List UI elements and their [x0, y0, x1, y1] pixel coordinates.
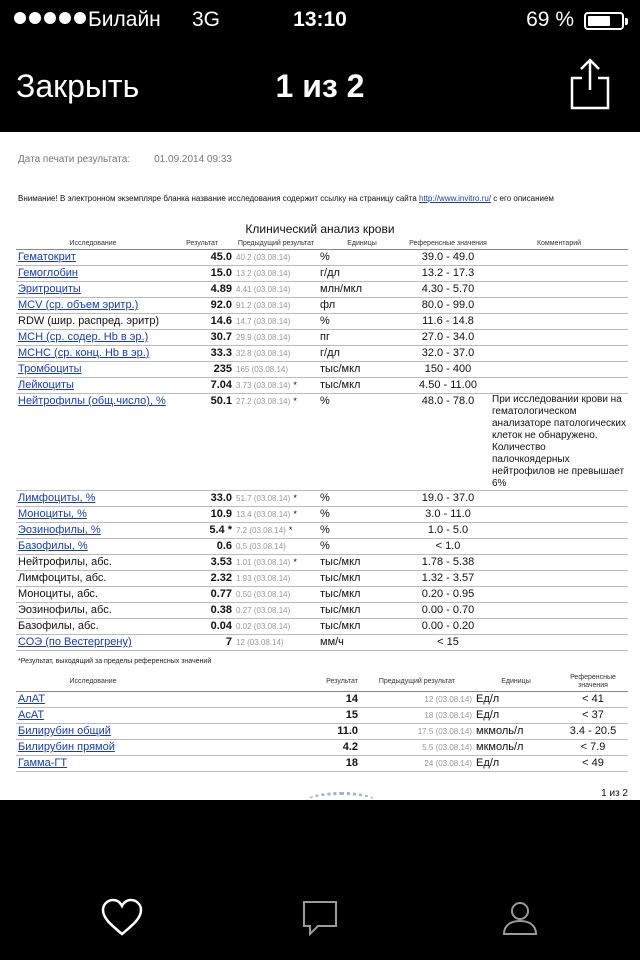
result-value: 4.89: [170, 282, 234, 298]
reference-range: 4.50 - 11.00: [406, 378, 490, 394]
reference-range: < 15: [406, 635, 490, 651]
comment: [490, 571, 628, 587]
previous-result: 12 (03.08.14): [234, 635, 318, 651]
battery-percent: 69 %: [526, 8, 574, 31]
comment: [490, 507, 628, 523]
table-row: [16, 298, 628, 314]
comment: [490, 523, 628, 539]
document-viewer[interactable]: [0, 132, 640, 800]
col-result: Результат: [170, 240, 234, 250]
previous-result: 51.7 (03.08.14) *: [234, 491, 318, 507]
page-counter-title: 1 из 2: [275, 68, 365, 104]
comment: [490, 635, 628, 651]
reference-range: 13.2 - 17.3: [406, 266, 490, 282]
test-name[interactable]: Билирубин общий: [16, 724, 170, 740]
previous-result: 12 (03.08.14): [360, 692, 474, 708]
comment: [490, 539, 628, 555]
result-value: 15.0: [170, 266, 234, 282]
heart-icon[interactable]: [100, 898, 144, 938]
comment: [490, 314, 628, 330]
test-name[interactable]: Лимфоциты, %: [16, 491, 170, 507]
print-date: Дата печати результата: 01.09.2014 09:33: [18, 154, 232, 165]
table-row: [16, 708, 628, 724]
table-row: [16, 491, 628, 507]
units: тыс/мкл: [318, 603, 406, 619]
units: тыс/мкл: [318, 587, 406, 603]
carrier-name: Билайн: [88, 8, 161, 31]
person-icon[interactable]: [500, 898, 540, 938]
test-name[interactable]: Гамма-ГТ: [16, 756, 170, 772]
reference-range: 150 - 400: [406, 362, 490, 378]
result-value: 14.6: [170, 314, 234, 330]
test-name[interactable]: Базофилы, %: [16, 539, 170, 555]
result-value: 18: [170, 756, 360, 772]
previous-result: 4.41 (03.08.14): [234, 282, 318, 298]
result-value: 45.0: [170, 250, 234, 266]
comment: [490, 587, 628, 603]
table-row: [16, 314, 628, 330]
reference-range: 11.6 - 14.8: [406, 314, 490, 330]
bio-col-reference: Референсные значения: [558, 674, 628, 692]
previous-result: 7.2 (03.08.14) *: [234, 523, 318, 539]
result-value: 0.04: [170, 619, 234, 635]
units: млн/мкл: [318, 282, 406, 298]
reference-range: 80.0 - 99.0: [406, 298, 490, 314]
comment-icon[interactable]: [300, 898, 340, 938]
previous-result: 14.7 (03.08.14): [234, 314, 318, 330]
result-value: 7: [170, 635, 234, 651]
section-title: Клинический анализ крови: [245, 222, 395, 236]
previous-result: 13.4 (03.08.14) *: [234, 507, 318, 523]
previous-result: 0.27 (03.08.14): [234, 603, 318, 619]
units: тыс/мкл: [318, 362, 406, 378]
table-row: [16, 724, 628, 740]
reference-range: 3.0 - 11.0: [406, 507, 490, 523]
notice: Внимание! В электронном экземпляре бланка название исследования содержит ссылку на страницу сайта http://www.invitro.ru/ с его описанием: [18, 194, 554, 203]
table-row: [16, 555, 628, 571]
table-row: [16, 756, 628, 772]
result-value: 33.3: [170, 346, 234, 362]
result-value: 7.04: [170, 378, 234, 394]
comment: [490, 298, 628, 314]
table-row: [16, 250, 628, 266]
status-bar: [0, 0, 640, 40]
test-name[interactable]: Лейкоциты: [16, 378, 170, 394]
table-row: [16, 282, 628, 298]
reference-range: < 1.0: [406, 539, 490, 555]
table-row: [16, 587, 628, 603]
units: %: [318, 394, 406, 491]
comment: [490, 346, 628, 362]
table-row: [16, 507, 628, 523]
units: тыс/мкл: [318, 619, 406, 635]
table-row: [16, 571, 628, 587]
comment: [490, 330, 628, 346]
test-name: RDW (шир. распред. эритр): [16, 314, 170, 330]
clock: 13:10: [293, 8, 347, 31]
comment: [490, 491, 628, 507]
units: %: [318, 491, 406, 507]
test-name[interactable]: Эозинофилы, %: [16, 523, 170, 539]
table-row: [16, 346, 628, 362]
bio-col-units: Единицы: [474, 674, 558, 692]
test-name[interactable]: MCV (ср. объем эритр.): [16, 298, 170, 314]
table-row: [16, 603, 628, 619]
test-name[interactable]: Гемоглобин: [16, 266, 170, 282]
reference-range: 39.0 - 49.0: [406, 250, 490, 266]
table-row: [16, 330, 628, 346]
comment: [490, 362, 628, 378]
reference-range: < 7.9: [558, 740, 628, 756]
reference-range: 3.4 - 20.5: [558, 724, 628, 740]
table-row: [16, 394, 628, 491]
comment: [490, 603, 628, 619]
comment: [490, 555, 628, 571]
test-name[interactable]: СОЭ (по Вестергрену): [16, 635, 170, 651]
test-name[interactable]: MCHC (ср. конц. Hb в эр.): [16, 346, 170, 362]
units: г/дл: [318, 266, 406, 282]
result-value: 50.1: [170, 394, 234, 491]
reference-range: 4.30 - 5.70: [406, 282, 490, 298]
stamp-mark: [306, 792, 376, 800]
blood-test-table: [16, 240, 628, 651]
result-value: 3.53: [170, 555, 234, 571]
comment: [490, 619, 628, 635]
reference-range: 32.0 - 37.0: [406, 346, 490, 362]
reference-range: 1.32 - 3.57: [406, 571, 490, 587]
previous-result: 165 (03.08.14): [234, 362, 318, 378]
test-name[interactable]: Билирубин прямой: [16, 740, 170, 756]
table-row: [16, 635, 628, 651]
result-value: 5.4 *: [170, 523, 234, 539]
biochemistry-table: [16, 674, 628, 772]
previous-result: 0.50 (03.08.14): [234, 587, 318, 603]
previous-result: 32.8 (03.08.14): [234, 346, 318, 362]
test-name: Нейтрофилы, абс.: [16, 555, 170, 571]
previous-result: 0.5 (03.08.14): [234, 539, 318, 555]
test-name[interactable]: Нейтрофилы (общ.число), %: [16, 394, 170, 491]
table-row: [16, 266, 628, 282]
previous-result: 1.01 (03.08.14) *: [234, 555, 318, 571]
test-name[interactable]: Моноциты, %: [16, 507, 170, 523]
previous-result: 3.73 (03.08.14) *: [234, 378, 318, 394]
result-value: 14: [170, 692, 360, 708]
previous-result: 91.2 (03.08.14): [234, 298, 318, 314]
result-value: 30.7: [170, 330, 234, 346]
reference-range: < 37: [558, 708, 628, 724]
reference-range: 1.0 - 5.0: [406, 523, 490, 539]
navigation-bar: [0, 40, 640, 128]
bio-col-result: Результат: [170, 674, 360, 692]
result-value: 15: [170, 708, 360, 724]
test-name[interactable]: Эритроциты: [16, 282, 170, 298]
result-value: 0.77: [170, 587, 234, 603]
comment: [490, 250, 628, 266]
reference-range: 27.0 - 34.0: [406, 330, 490, 346]
test-name[interactable]: АсАТ: [16, 708, 170, 724]
units: %: [318, 523, 406, 539]
table-row: [16, 619, 628, 635]
result-value: 4.2: [170, 740, 360, 756]
reference-range: 1.78 - 5.38: [406, 555, 490, 571]
previous-result: 5.5 (03.08.14): [360, 740, 474, 756]
footnote: *Результат, выходящий за пределы референсных значений: [18, 658, 212, 665]
test-name: Лимфоциты, абс.: [16, 571, 170, 587]
units: г/дл: [318, 346, 406, 362]
units: мкмоль/л: [474, 740, 558, 756]
table-row: [16, 523, 628, 539]
comment: При исследовании крови на гематологическом анализаторе патологических клеток не обнаружено. Количество палочкоядерных нейтрофилов не превышает 6%: [490, 394, 628, 491]
units: Ед/л: [474, 708, 558, 724]
bottom-toolbar: [0, 872, 640, 960]
test-name: Моноциты, абс.: [16, 587, 170, 603]
units: фл: [318, 298, 406, 314]
previous-result: 13.2 (03.08.14): [234, 266, 318, 282]
units: %: [318, 250, 406, 266]
units: Ед/л: [474, 756, 558, 772]
previous-result: 40.2 (03.08.14): [234, 250, 318, 266]
comment: [490, 378, 628, 394]
previous-result: 17.5 (03.08.14): [360, 724, 474, 740]
close-button[interactable]: Закрыть: [16, 68, 140, 104]
col-reference: Референсные значения: [406, 240, 490, 250]
table-row: [16, 362, 628, 378]
result-value: 11.0: [170, 724, 360, 740]
previous-result: 18 (03.08.14): [360, 708, 474, 724]
result-value: 2.32: [170, 571, 234, 587]
result-value: 33.0: [170, 491, 234, 507]
reference-range: 0.00 - 0.70: [406, 603, 490, 619]
table-row: [16, 378, 628, 394]
col-test: Исследование: [16, 240, 170, 250]
test-name[interactable]: Тромбоциты: [16, 362, 170, 378]
table-row: [16, 740, 628, 756]
reference-range: 0.20 - 0.95: [406, 587, 490, 603]
test-name: Базофилы, абс.: [16, 619, 170, 635]
previous-result: 27.2 (03.08.14) *: [234, 394, 318, 491]
units: тыс/мкл: [318, 571, 406, 587]
bio-col-test: Исследование: [16, 674, 170, 692]
table-row: [16, 692, 628, 708]
comment: [490, 282, 628, 298]
reference-range: 19.0 - 37.0: [406, 491, 490, 507]
units: тыс/мкл: [318, 555, 406, 571]
test-name[interactable]: АлАТ: [16, 692, 170, 708]
previous-result: 29.9 (03.08.14): [234, 330, 318, 346]
units: тыс/мкл: [318, 378, 406, 394]
result-value: 10.9: [170, 507, 234, 523]
previous-result: 0.02 (03.08.14): [234, 619, 318, 635]
network-type: 3G: [192, 8, 221, 31]
col-units: Единицы: [318, 240, 406, 250]
previous-result: 24 (03.08.14): [360, 756, 474, 772]
units: %: [318, 539, 406, 555]
result-value: 0.38: [170, 603, 234, 619]
share-icon[interactable]: [568, 56, 612, 112]
comment: [490, 266, 628, 282]
units: мкмоль/л: [474, 724, 558, 740]
test-name[interactable]: Гематокрит: [16, 250, 170, 266]
units: %: [318, 314, 406, 330]
units: %: [318, 507, 406, 523]
reference-range: 0.00 - 0.20: [406, 619, 490, 635]
units: Ед/л: [474, 692, 558, 708]
test-name: Эозинофилы, абс.: [16, 603, 170, 619]
result-value: 235: [170, 362, 234, 378]
reference-range: < 49: [558, 756, 628, 772]
bio-col-previous: Предыдущий результат: [360, 674, 474, 692]
page-number: 1 из 2: [601, 788, 628, 799]
units: мм/ч: [318, 635, 406, 651]
reference-range: 48.0 - 78.0: [406, 394, 490, 491]
battery-icon: [584, 12, 624, 30]
previous-result: 1.93 (03.08.14): [234, 571, 318, 587]
units: пг: [318, 330, 406, 346]
col-previous: Предыдущий результат: [234, 240, 318, 250]
result-value: 0.6: [170, 539, 234, 555]
site-link[interactable]: http://www.invitro.ru/: [419, 194, 492, 203]
col-comment: Комментарий: [490, 240, 628, 250]
table-row: [16, 539, 628, 555]
reference-range: < 41: [558, 692, 628, 708]
test-name[interactable]: MCH (ср. содер. Hb в эр.): [16, 330, 170, 346]
result-value: 92.0: [170, 298, 234, 314]
